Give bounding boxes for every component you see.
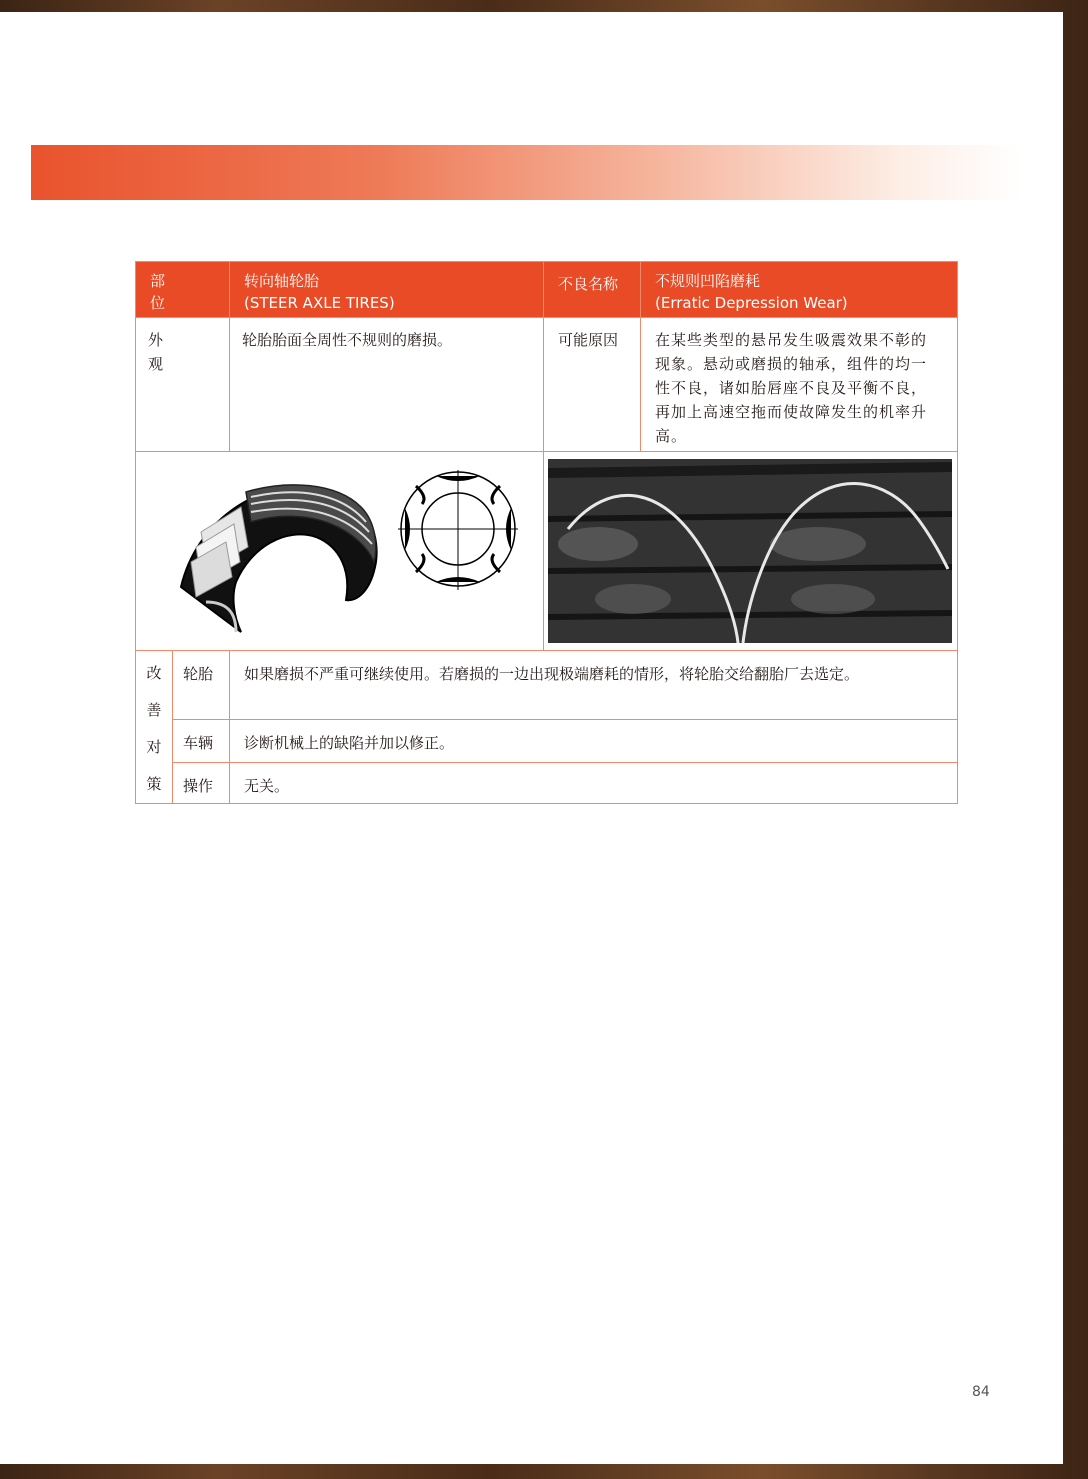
defect-value-en: (Erratic Depression Wear) <box>655 294 848 312</box>
part-value <box>230 262 543 314</box>
defect-label: 不良名称 <box>558 275 619 293</box>
measure-row-tire <box>136 651 958 720</box>
header-row <box>136 262 958 318</box>
page-number: 84 <box>972 1384 990 1400</box>
measure-text: 如果磨损不严重可继续使用。若磨损的一边出现极端磨耗的情形，将轮胎交给翻胎厂去选定。 <box>244 665 860 683</box>
part-value-cn: 转向轴轮胎 <box>244 272 320 290</box>
measures-label: 改 善 对 策 <box>146 664 162 793</box>
measure-category: 车辆 <box>183 734 214 753</box>
part-value-en: (STEER AXLE TIRES) <box>244 294 395 312</box>
worn-tire-photo <box>548 459 952 643</box>
measure-row-vehicle <box>136 720 958 763</box>
header-banner <box>31 145 1021 200</box>
diagram-area <box>136 452 543 650</box>
tire-diagram <box>136 452 544 650</box>
tread-photo-image <box>548 459 952 643</box>
appearance-value: 轮胎胎面全周性不规则的磨损。 <box>242 331 453 349</box>
image-row <box>136 452 958 651</box>
measure-category: 操作 <box>183 777 214 796</box>
cause-label: 可能原因 <box>558 331 619 349</box>
measure-text: 无关。 <box>244 777 290 796</box>
appearance-row <box>136 318 958 452</box>
defect-value-cn: 不规则凹陷磨耗 <box>655 272 761 290</box>
measure-category: 轮胎 <box>183 665 214 683</box>
measure-row-operation <box>136 763 958 804</box>
measure-text: 诊断机械上的缺陷并加以修正。 <box>244 734 455 753</box>
defect-value <box>641 262 957 314</box>
part-label: 部 位 <box>150 272 190 312</box>
appearance-label: 外 观 <box>148 331 188 373</box>
wear-pattern-diagram <box>398 470 518 590</box>
page <box>0 12 1063 1464</box>
tire-cutaway-illustration <box>181 485 377 632</box>
cause-value: 在某些类型的悬吊发生吸震效果不彰的现象。悬动或磨损的轴承，组件的均一性不良，诸如胎唇座不良及平衡不良，再加上高速空拖而使故障发生的机率升高。 <box>655 331 928 445</box>
defect-table <box>135 261 958 804</box>
